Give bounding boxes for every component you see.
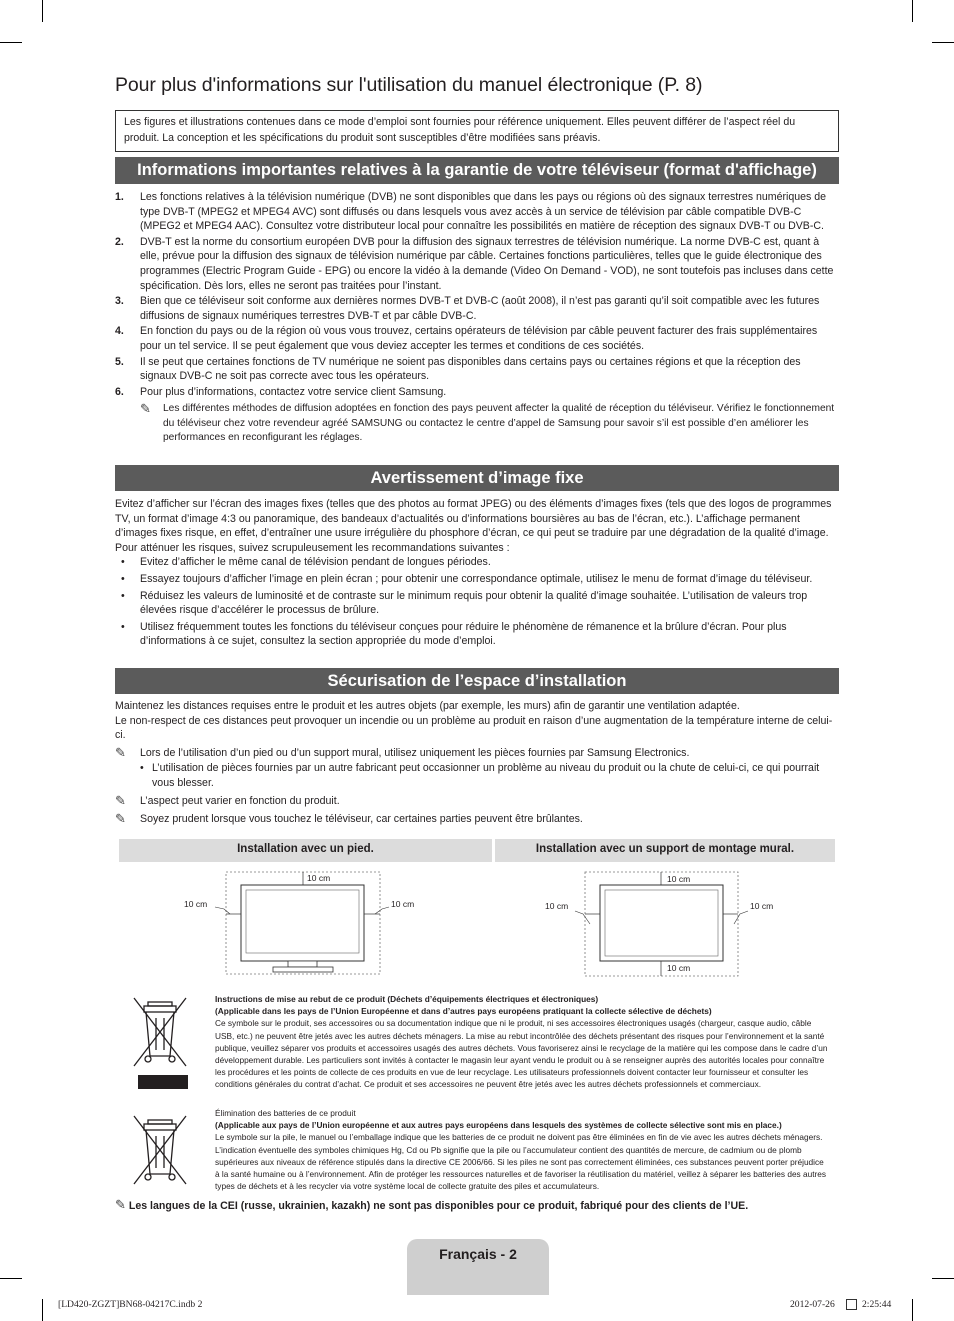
leader-line [575,911,590,924]
item-number: 6. [115,385,124,398]
print-time-icon [846,1299,857,1310]
note-text: Lors de l’utilisation d’un pied ou d’un support mural, utilisez uniquement les pièces fournies par Samsung Electronics. [140,746,690,759]
right-clearance-label: 10 cm [750,901,774,911]
item-text: Il se peut que certaines fonctions de TV numérique ne soient pas disponibles dans certains pays ou certaines régions et que la réception des signaux DVB-C ne soit pas correcte avec tous les opérateurs. [140,355,801,383]
crop-mark [932,1278,954,1279]
item-number: 1. [115,191,124,203]
list-item: • L’utilisation de pièces fournies par un autre fabricant peut occasionner un problème au niveau du produit ou la chute de celui-ci, ce qui pourrait vous blesser. [140,762,820,789]
list-item [115,190,839,234]
battery-title: Élimination des batteries de ce produit [215,1108,356,1118]
list-item: • Réduisez les valeurs de luminosité et de contraste sur le minimum requis pour obtenir la qualité d’image souhaitée. L’utilisation de valeurs trop élevées risque d’accélérer le processus de brûlure. [121,589,808,617]
top-clearance-label: 10 cm [307,873,331,883]
item-number: 3. [115,295,124,308]
crop-mark [912,0,913,22]
stand-install-header: Installation avec un pied. [119,839,492,862]
battery-text: Le symbole sur la pile, le manuel ou l’emballage indique que les batteries de ce produit ne doivent pas être éliminées en fin de vie avec les autres déchets ménagers. L’indication éventuelle des symboles chimiques Hg, Cd ou Pb signifie que la pile ou l’accumulateur contient des quantités de mercure, de cadmium ou de plomb supérieures aux niveaux de référence stipulés dans la directive CE 2006/66. Si les piles ne sont pas correctement éliminées, ces substances peuvent porter préjudice à la santé humaine ou à l’environnement. Afin de protéger les ressources naturelles et de favoriser la réutilisation du matériel, veillez à séparer les batteries des autres types de déchets et à les recycler via votre système local de collecte gratuite des piles et accumulateurs. [215,1132,827,1192]
install-paragraph: Maintenez les distances requises entre le produit et les autres objets (par exemple, les murs) afin de garantir une ventilation adaptée. [115,700,740,712]
cis-note [115,1197,839,1213]
warranty-heading: Informations importantes relatives à la garantie de votre téléviseur (format d'affichage) [115,157,839,184]
crop-mark [0,42,22,43]
item-number: 5. [115,355,124,368]
list-item: • Essayez toujours d’afficher l’image en plein écran ; pour obtenir une correspondance optimale, utilisez le menu de format d’image du téléviseur. [121,572,813,585]
install-paragraph: Le non-respect de ces distances peut provoquer un incendie ou un problème au produit en raison d’une augmentation de la température interne de celui-ci. [115,714,833,742]
still-image-intro: Evitez d’afficher sur l’écran des images fixes (telles que des photos au format JPEG) ou des éléments d’images fixes (tels que des logos de programmes TV, un format d’image 4:3 ou panoramique, des bandeaux d’actualités ou d’informations boursières au bas de l’écran, etc.). L’affichage permanent d’images fixes risque, en effet, d’entraîner une usure irrégulière du phosphore d’écran, ce qui peut se traduire par une dégradation de la qualité d’image. Pour atténuer les risques, suivez scrupuleusement les recommandations suivantes : [115,498,832,554]
tv-stand-base [273,967,333,972]
pencil-note-icon: ✎ [115,792,126,808]
warranty-list [115,190,839,446]
item-number: 4. [115,325,124,338]
install-note [115,746,839,761]
note-text: L’aspect peut varier en fonction du produit. [140,794,340,807]
item-text: Les fonctions relatives à la télévision numérique (DVB) ne sont disponibles que dans les pays ou régions où des signaux terrestres numériques de type DVB-T (MPEG2 et MPEG4 AVC) sont diffusés ou dans lesquels vous avez accès à un service de télévision par câble compatible DVB-C (MPEG2 et MPEG4 AAC). Consultez votre distributeur local pour connaître les possibilités en matière de réception des signaux DVB-T ou DVB-C. [140,191,827,233]
stand-clearance-diagram [175,866,425,976]
note-text: Les différentes méthodes de diffusion adoptées en fonction des pays peuvent affecter la qualité de réception du téléviseur. Vérifiez le fonctionnement du téléviseur chez votre revendeur agréé SAMSUNG ou contactez le centre d’appel de Samsung pour savoir s’il est possible d’en améliorer les performances en reconfigurant les réglages. [163,403,835,444]
item-text: Pour plus d’informations, contactez votre service client Samsung. [140,385,447,398]
crop-mark [932,42,954,43]
leader-line [215,907,230,914]
list-item: • Evitez d’afficher le même canal de télévision pendant de longues périodes. [121,556,491,569]
page-number: Français - 2 [439,1246,517,1262]
list-item [115,324,839,353]
print-file-info: [LD420-ZGZT]BN68-04217C.indb 2 [58,1299,203,1310]
battery-subtitle: (Applicable aux pays de l’Union européenne et aux autres pays européens dans lesquels des systèmes de collecte sélective sont mis en place.) [215,1120,782,1131]
install-note [115,812,839,827]
bullet-text: Essayez toujours d’afficher l’image en plein écran ; pour obtenir une correspondance optimale, utilisez le menu de format d’image du téléviseur. [140,572,813,585]
weee-title: Instructions de mise au rebut de ce produit (Déchets d’équipements électriques et électroniques) [215,994,599,1004]
print-date: 2012-07-26 [790,1299,835,1310]
weee-text: Ce symbole sur le produit, ses accessoires ou sa documentation indique que ni le produit, ni ses accessoires électroniques usagés (chargeur, casque audio, câble USB, etc.) ne peuvent être jetés avec les autres déchets ménagers. La mise au rebut incontrôlée des déchets présentant des risques pour l’environnement et la santé publique, veuillez séparer vos produits et accessoires usagés des autres déchets. Vous favoriserez ainsi le recyclage de la matière qui les compose dans le cadre d’un développement durable. Les particuliers sont invités à contacter le magasin leur ayant vendu le produit ou à se renseigner auprès des autorités locales pour connaître les procédures et les points de collecte de ces produits en vue de leur recyclage. Les utilisateurs professionnels doivent contacter leur fournisseur et consulter les conditions générales du contrat d’achat. Ce produit et ses accessoires ne peuvent être jetés avec les autres déchets professionnels et commerciaux. [215,1018,828,1090]
crop-mark [42,0,43,22]
item-text: DVB-T est la norme du consortium européen DVB pour la diffusion des signaux terrestres de télévision numérique. La norme DVB-C est, quant à elle, prévue pour la diffusion des signaux de télévision numérique par câble. Certaines fonctions particulières, telles que le guide électronique des programmes (Electric Program Guide - EPG) ou encore la vidéo à la demande (Video On Demand - VOD), ne sont toutefois pas incluses dans cette spécification. Dès lors, elles ne seront pas traitées pour l’instant. [140,235,834,292]
install-heading: Sécurisation de l’espace d’installation [115,668,839,694]
item-number: 2. [115,235,124,248]
bottom-clearance-label: 10 cm [667,963,691,973]
tv-stand-neck [288,961,317,967]
disclaimer-box: Les figures et illustrations contenues dans ce mode d’emploi sont fournies pour référence uniquement. Elles peuvent différer de l’aspect réel du produit. La conception et les spécifications du produit sont susceptibles d’être modifiées sans préavis. [115,110,839,152]
list-item: • Utilisez fréquemment toutes les fonctions du téléviseur conçues pour réduire le phénomène de rémanence et la brûlure d’écran. Pour plus d’informations à ce sujet, consultez la section appropriée du mode d’emploi. [121,620,787,648]
install-section [115,699,839,827]
crop-mark [42,1299,43,1321]
top-clearance-label: 10 cm [667,874,691,884]
right-clearance-label: 10 cm [391,899,415,909]
left-clearance-label: 10 cm [184,899,208,909]
warranty-note [115,402,839,445]
note-text: Les langues de la CEI (russe, ukrainien, kazakh) ne sont pas disponibles pour ce produit, fabriqué pour des clients de l’UE. [128,1200,749,1212]
left-clearance-label: 10 cm [545,901,569,911]
leader-line [734,911,748,924]
page-number-tab [407,1239,549,1295]
list-item [115,235,839,293]
bullet-text: Utilisez fréquemment toutes les fonctions du téléviseur conçues pour réduire le phénomène de rémanence et la brûlure d’écran. Pour plus d’informations à ce sujet, consultez la section appropriée du mode d’emploi. [140,620,787,648]
leader-line [375,907,389,914]
pencil-note-icon: ✎ [115,1197,126,1212]
bullet-text: Réduisez les valeurs de luminosité et de contraste sur le minimum requis pour obtenir la qualité d’image souhaitée. L’utilisation de valeurs trop élevées risque d’accélérer le processus de brûlure. [140,589,808,617]
print-time: 2:25:44 [862,1299,892,1310]
pencil-note-icon: ✎ [140,401,151,417]
tv-body [600,885,723,961]
list-item [115,294,839,323]
note-text: Soyez prudent lorsque vous touchez le téléviseur, car certaines parties peuvent être brûlantes. [140,813,583,826]
weee-crossed-bin-icon [128,996,193,1092]
list-item [115,385,839,400]
item-text: En fonction du pays ou de la région où vous vous trouvez, certains opérateurs de télévision par câble peuvent facturer des frais supplémentaires pour un tel service. Il se peut également que vous deviez accepter les termes et conditions de ces sociétés. [140,325,818,352]
crop-mark [912,1299,913,1321]
list-item [115,355,839,384]
bullet-text: Evitez d’afficher le même canal de télévision pendant de longues périodes. [140,556,491,569]
weee-subtitle: (Applicable dans les pays de l’Union Européenne et dans d’autres pays européens pratiquant la collecte sélective de déchets) [215,1006,712,1017]
wall-install-header: Installation avec un support de montage mural. [495,839,835,862]
wall-clearance-diagram [540,866,785,978]
battery-crossed-bin-icon [128,1112,193,1187]
pencil-note-icon: ✎ [115,811,126,827]
tv-body [241,885,364,961]
page-title: Pour plus d'informations sur l'utilisation du manuel électronique (P. 8) [115,74,703,96]
crop-mark [0,1278,22,1279]
weee-text-block [215,993,830,1091]
bullet-text: L’utilisation de pièces fournies par un autre fabricant peut occasionner un problème au niveau du produit ou la chute de celui-ci, ce qui pourrait vous blesser. [152,762,820,789]
pencil-note-icon: ✎ [115,744,126,760]
still-image-section [115,497,839,651]
still-image-heading: Avertissement d’image fixe [115,465,839,491]
battery-text-block [215,1107,830,1192]
item-text: Bien que ce téléviseur soit conforme aux dernières normes DVB-T et DVB-C (août 2008), il n’est pas garanti qu’il soit compatible avec les futures diffusions de signaux numériques terrestres DVB-T et par câble DVB-C. [140,295,820,322]
install-note [115,794,839,809]
